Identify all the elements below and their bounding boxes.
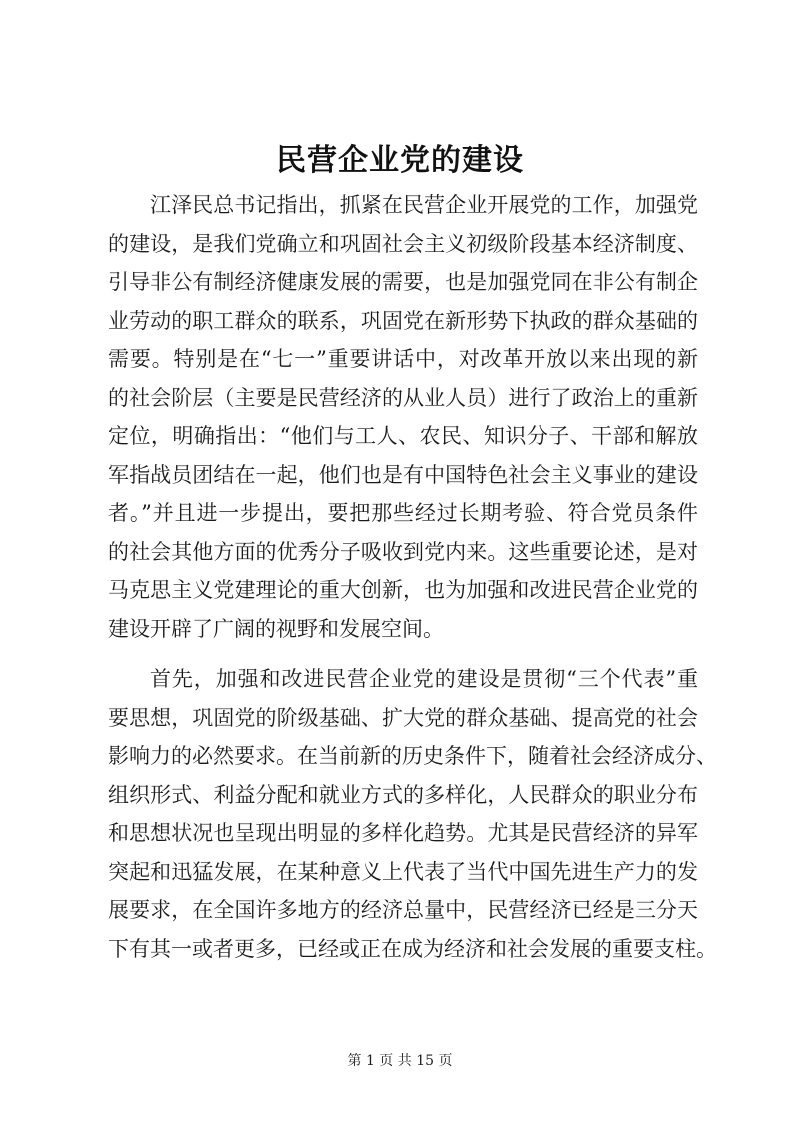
text-line: 的社会其他方面的优秀分子吸收到党内来。这些重要论述，是对 bbox=[108, 539, 698, 564]
text-line: 和思想状况也呈现出明显的多样化趋势。尤其是民营经济的异军 bbox=[108, 821, 698, 845]
text-line: 建设开辟了广阔的视野和发展空间。 bbox=[108, 616, 444, 641]
text-line: 业劳动的职工群众的联系，巩固党在新形势下执政的群众基础的 bbox=[108, 308, 698, 333]
document-body bbox=[108, 186, 717, 968]
text-line: 引导非公有制经济健康发展的需要，也是加强党同在非公有制企 bbox=[108, 270, 698, 294]
text-line: 江泽民总书记指出，抓紧在民营企业开展党的工作，加强党 bbox=[150, 193, 698, 217]
text-line: 展要求，在全国许多地方的经济总量中，民营经济已经是三分天 bbox=[108, 898, 698, 922]
paragraph-2 bbox=[108, 660, 717, 968]
text-line: 需要。特别是在“七一”重要讲话中，对改革开放以来出现的新 bbox=[108, 347, 698, 371]
text-line: 的建设，是我们党确立和巩固社会主义初级阶段基本经济制度、 bbox=[108, 231, 698, 256]
document-title: 民营企业党的建设 bbox=[276, 143, 524, 178]
text-line: 影响力的必然要求。在当前新的历史条件下，随着社会经济成分、 bbox=[108, 744, 717, 768]
page-footer: 第 1 页 共 15 页 bbox=[347, 1053, 453, 1069]
text-line: 组织形式、利益分配和就业方式的多样化，人民群众的职业分布 bbox=[108, 782, 698, 807]
text-line: 定位，明确指出：“他们与工人、农民、知识分子、干部和解放 bbox=[108, 424, 698, 448]
text-line: 下有其一或者更多，已经或正在成为经济和社会发展的重要支柱。 bbox=[108, 936, 717, 961]
paragraph-1 bbox=[108, 186, 698, 648]
text-line: 马克思主义党建理论的重大创新，也为加强和改进民营企业党的 bbox=[108, 578, 698, 602]
text-line: 军指战员团结在一起，他们也是有中国特色社会主义事业的建设 bbox=[108, 462, 698, 487]
text-line: 要思想，巩固党的阶级基础、扩大党的群众基础、提高党的社会 bbox=[108, 705, 698, 730]
text-line: 的社会阶层（主要是民营经济的从业人员）进行了政治上的重新 bbox=[108, 385, 698, 410]
paragraph-spacer bbox=[108, 648, 698, 660]
text-line: 首先，加强和改进民营企业党的建设是贯彻“三个代表”重 bbox=[150, 667, 698, 691]
text-line: 者。”并且进一步提出，要把那些经过长期考验、符合党员条件 bbox=[108, 501, 698, 525]
text-line: 突起和迅猛发展，在某种意义上代表了当代中国先进生产力的发 bbox=[108, 859, 698, 884]
